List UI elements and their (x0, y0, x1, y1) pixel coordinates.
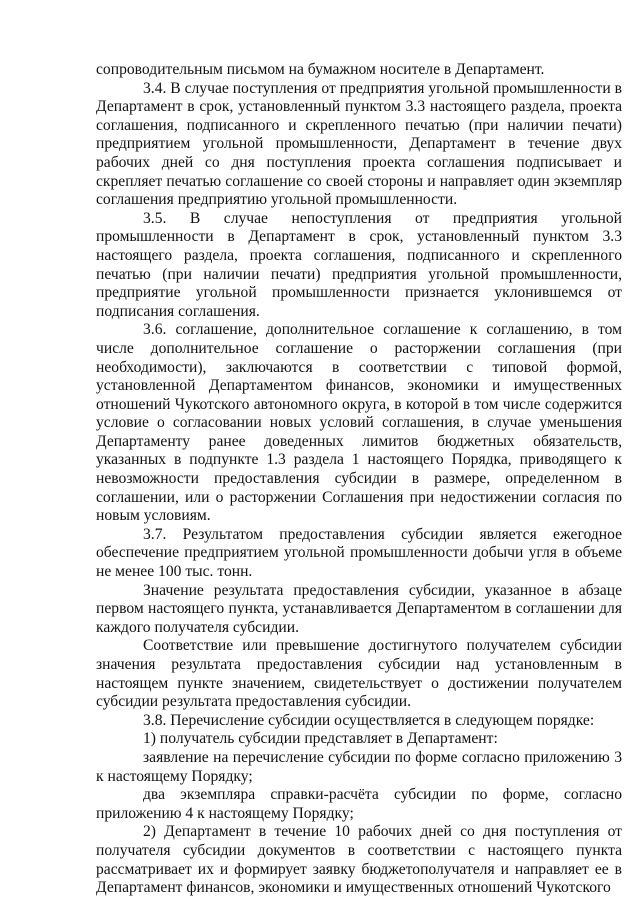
list-item-calculation: два экземпляра справки-расчёта субсидии по форме, согласно приложению 4 к настоящему Порядку; (96, 786, 622, 822)
document-body (96, 61, 622, 898)
paragraph-continuation: сопроводительным письмом на бумажном носителе в Департамент. (96, 61, 545, 78)
list-item-2: 2) Департамент в течение 10 рабочих дней со дня поступления от получателя субсидии документов в соответствии с настоящего пункта рассматривает их и формирует заявку бюджетополучателя и направляет ее в Департамент финансов, экономики и имущественных отношений Чукотского (96, 823, 622, 897)
list-item-1: 1) получатель субсидии представляет в Департамент: (143, 730, 498, 748)
paragraph-result-value: Значение результата предоставления субсидии, указанное в абзаце первом настоящего пункта, устанавливается Департаментом в соглашении для каждого получателя субсидии. (96, 581, 622, 636)
list-item-application: заявление на перечисление субсидии по форме согласно приложению 3 к настоящему Порядку; (96, 748, 622, 785)
paragraph-3-7: 3.7. Результатом предоставления субсидии является ежегодное обеспечение предприятием угольной промышленности добычи угля в объеме не менее 100 тыс. тонн. (96, 525, 622, 581)
paragraph-3-8: 3.8. Перечисление субсидии осуществляется в следующем порядке: (143, 711, 595, 729)
paragraph-3-5: 3.5. В случае непоступления от предприятия угольной промышленности в Департамент в срок, установленный пунктом 3.3 настоящего раздела, проекта соглашения, подписанного и скрепленного печатью (при наличии печати) предприятия угольной промышленности, предприятие угольной промышленности признается уклонившемся от подписания соглашения. (96, 209, 622, 320)
paragraph-result-compliance: Соответствие или превышение достигнутого получателем субсидии значения результата предоставления субсидии над установленным в настоящем пункте значением, свидетельствует о достижении получателем субсидии результата предоставления субсидии. (96, 637, 622, 711)
paragraph-3-4: 3.4. В случае поступления от предприятия угольной промышленности в Департамент в срок, установленный пунктом 3.3 настоящего раздела, проекта соглашения, подписанного и скрепленного печатью (при наличии печати) предприятием угольной промышленности, Департамент в течение двух рабочих дней со дня поступления проекта соглашения подписывает и скрепляет печатью соглашение со своей стороны и направляет один экземпляр соглашения предприятию угольной промышленности. (96, 79, 622, 209)
paragraph-3-6: 3.6. соглашение, дополнительное соглашение к соглашению, в том числе дополнительное соглашение о расторжении соглашения (при необходимости), заключаются в соответствии с типовой формой, установленной Департаментом финансов, экономики и имущественных отношений Чукотского автономного округа, в которой в том числе содержится условие о согласовании новых условий соглашения, в случае уменьшения Департаменту ранее доведенных лимитов бюджетных обязательств, указанных в подпункте 1.3 раздела 1 настоящего Порядка, приводящего к невозможности предоставления субсидии в размере, определенном в соглашении, или о расторжении Соглашения при недостижении согласия по новым условиям. (96, 321, 622, 525)
